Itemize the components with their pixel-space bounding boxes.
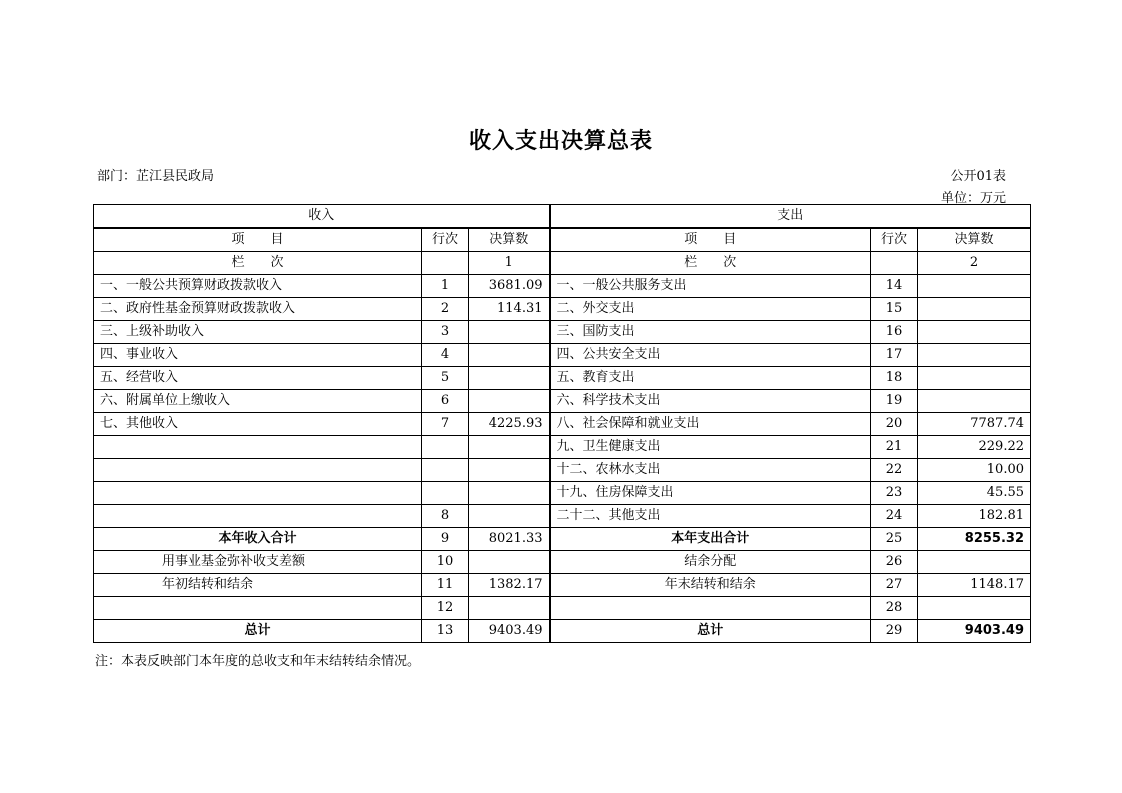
income-summary-item: 年初结转和结余 <box>94 574 422 597</box>
expense-item: 四、公共安全支出 <box>550 344 871 367</box>
expense-row-no: 26 <box>871 551 918 574</box>
department-label: 部门：芷江县民政局 <box>97 169 215 184</box>
table-row <box>94 298 1031 321</box>
expense-amount <box>918 275 1031 298</box>
expense-summary-item: 结余分配 <box>550 551 871 574</box>
expense-amount: 182.81 <box>918 505 1031 528</box>
page-title: 收入支出决算总表 <box>468 129 653 154</box>
income-row-no: 3 <box>422 321 469 344</box>
income-row-no: 2 <box>422 298 469 321</box>
income-item: 六、附属单位上缴收入 <box>94 390 422 413</box>
expense-item: 九、卫生健康支出 <box>550 436 871 459</box>
summary-row <box>94 551 1031 574</box>
expense-amount <box>918 367 1031 390</box>
expense-row-no: 14 <box>871 275 918 298</box>
expense-amount <box>918 344 1031 367</box>
expense-annual-total-label: 本年支出合计 <box>550 528 871 551</box>
income-row-no <box>422 459 469 482</box>
income-item: 五、经营收入 <box>94 367 422 390</box>
income-item <box>94 482 422 505</box>
expense-item: 十二、农林水支出 <box>550 459 871 482</box>
expense-amount: 45.55 <box>918 482 1031 505</box>
income-amount-header: 决算数 <box>469 228 550 252</box>
table-row <box>94 436 1031 459</box>
income-row-no: 5 <box>422 367 469 390</box>
expense-row-no: 24 <box>871 505 918 528</box>
income-section-header: 收入 <box>94 205 550 229</box>
income-column-rowno <box>422 252 469 275</box>
income-row-no: 8 <box>422 505 469 528</box>
expense-row-no: 21 <box>871 436 918 459</box>
expense-row-no: 18 <box>871 367 918 390</box>
table-row <box>94 367 1031 390</box>
expense-row-no: 17 <box>871 344 918 367</box>
expense-summary-item <box>550 597 871 620</box>
summary-row <box>94 574 1031 597</box>
income-amount <box>469 344 550 367</box>
income-expense-table <box>93 204 1031 643</box>
income-amount <box>469 390 550 413</box>
income-rowno-header: 行次 <box>422 228 469 252</box>
expense-amount: 229.22 <box>918 436 1031 459</box>
table-row <box>94 275 1031 298</box>
summary-row-annual-total <box>94 528 1031 551</box>
summary-row-grand-total <box>94 620 1031 643</box>
expense-column-index: 2 <box>918 252 1031 275</box>
expense-row-no: 23 <box>871 482 918 505</box>
expense-column-rowno <box>871 252 918 275</box>
table-row <box>94 413 1031 436</box>
expense-summary-value <box>918 597 1031 620</box>
header-row-column-index <box>94 252 1031 275</box>
expense-amount <box>918 321 1031 344</box>
summary-row <box>94 597 1031 620</box>
table-row <box>94 505 1031 528</box>
income-item: 三、上级补助收入 <box>94 321 422 344</box>
income-row-no: 13 <box>422 620 469 643</box>
expense-row-no: 19 <box>871 390 918 413</box>
expense-row-no: 27 <box>871 574 918 597</box>
income-summary-value: 1382.17 <box>469 574 550 597</box>
income-column-index: 1 <box>469 252 550 275</box>
table-number: 公开01表 <box>950 169 1006 184</box>
expense-summary-value <box>918 551 1031 574</box>
expense-amount: 10.00 <box>918 459 1031 482</box>
income-amount <box>469 367 550 390</box>
income-amount <box>469 321 550 344</box>
income-item <box>94 436 422 459</box>
income-row-no: 10 <box>422 551 469 574</box>
income-amount <box>469 505 550 528</box>
income-item <box>94 505 422 528</box>
income-summary-item: 用事业基金弥补收支差额 <box>94 551 422 574</box>
income-amount <box>469 482 550 505</box>
income-summary-item <box>94 597 422 620</box>
expense-row-no: 16 <box>871 321 918 344</box>
expense-rowno-header: 行次 <box>871 228 918 252</box>
income-row-no: 9 <box>422 528 469 551</box>
income-amount <box>469 459 550 482</box>
income-item-header: 项 目 <box>94 228 422 252</box>
income-item: 二、政府性基金预算财政拨款收入 <box>94 298 422 321</box>
income-amount: 4225.93 <box>469 413 550 436</box>
expense-item: 二、外交支出 <box>550 298 871 321</box>
income-item <box>94 459 422 482</box>
expense-summary-item: 年末结转和结余 <box>550 574 871 597</box>
expense-grand-total-label: 总计 <box>550 620 871 643</box>
header-row-columns <box>94 228 1031 252</box>
footnote: 注：本表反映部门本年度的总收支和年末结转结余情况。 <box>95 654 421 669</box>
income-annual-total-label: 本年收入合计 <box>94 528 422 551</box>
expense-row-no: 20 <box>871 413 918 436</box>
expense-row-no: 28 <box>871 597 918 620</box>
unit-label: 单位：万元 <box>940 191 1006 206</box>
expense-item: 六、科学技术支出 <box>550 390 871 413</box>
income-row-no <box>422 482 469 505</box>
expense-row-no: 22 <box>871 459 918 482</box>
income-item: 七、其他收入 <box>94 413 422 436</box>
income-amount <box>469 436 550 459</box>
table-row <box>94 482 1031 505</box>
income-row-no: 7 <box>422 413 469 436</box>
expense-grand-total-value: 9403.49 <box>918 620 1031 643</box>
expense-amount <box>918 298 1031 321</box>
income-row-no: 4 <box>422 344 469 367</box>
expense-annual-total-value: 8255.32 <box>918 528 1031 551</box>
income-row-no: 12 <box>422 597 469 620</box>
expense-column-label: 栏 次 <box>550 252 871 275</box>
income-row-no: 11 <box>422 574 469 597</box>
income-item: 一、一般公共预算财政拨款收入 <box>94 275 422 298</box>
income-row-no: 1 <box>422 275 469 298</box>
expense-row-no: 29 <box>871 620 918 643</box>
expense-amount <box>918 390 1031 413</box>
income-row-no: 6 <box>422 390 469 413</box>
income-annual-total-value: 8021.33 <box>469 528 550 551</box>
expense-amount: 7787.74 <box>918 413 1031 436</box>
income-item: 四、事业收入 <box>94 344 422 367</box>
expense-summary-value: 1148.17 <box>918 574 1031 597</box>
income-amount: 3681.09 <box>469 275 550 298</box>
income-summary-value <box>469 597 550 620</box>
expense-item: 一、一般公共服务支出 <box>550 275 871 298</box>
expense-section-header: 支出 <box>550 205 1031 229</box>
expense-item: 八、社会保障和就业支出 <box>550 413 871 436</box>
income-summary-value <box>469 551 550 574</box>
expense-item: 十九、住房保障支出 <box>550 482 871 505</box>
expense-row-no: 25 <box>871 528 918 551</box>
income-grand-total-value: 9403.49 <box>469 620 550 643</box>
expense-item: 二十二、其他支出 <box>550 505 871 528</box>
expense-row-no: 15 <box>871 298 918 321</box>
income-amount: 114.31 <box>469 298 550 321</box>
income-grand-total-label: 总计 <box>94 620 422 643</box>
header-row-sections <box>94 205 1031 229</box>
expense-amount-header: 决算数 <box>918 228 1031 252</box>
table-row <box>94 344 1031 367</box>
table-row <box>94 459 1031 482</box>
table-row <box>94 390 1031 413</box>
expense-item: 三、国防支出 <box>550 321 871 344</box>
expense-item: 五、教育支出 <box>550 367 871 390</box>
income-column-label: 栏 次 <box>94 252 422 275</box>
income-row-no <box>422 436 469 459</box>
expense-item-header: 项 目 <box>550 228 871 252</box>
table-row <box>94 321 1031 344</box>
